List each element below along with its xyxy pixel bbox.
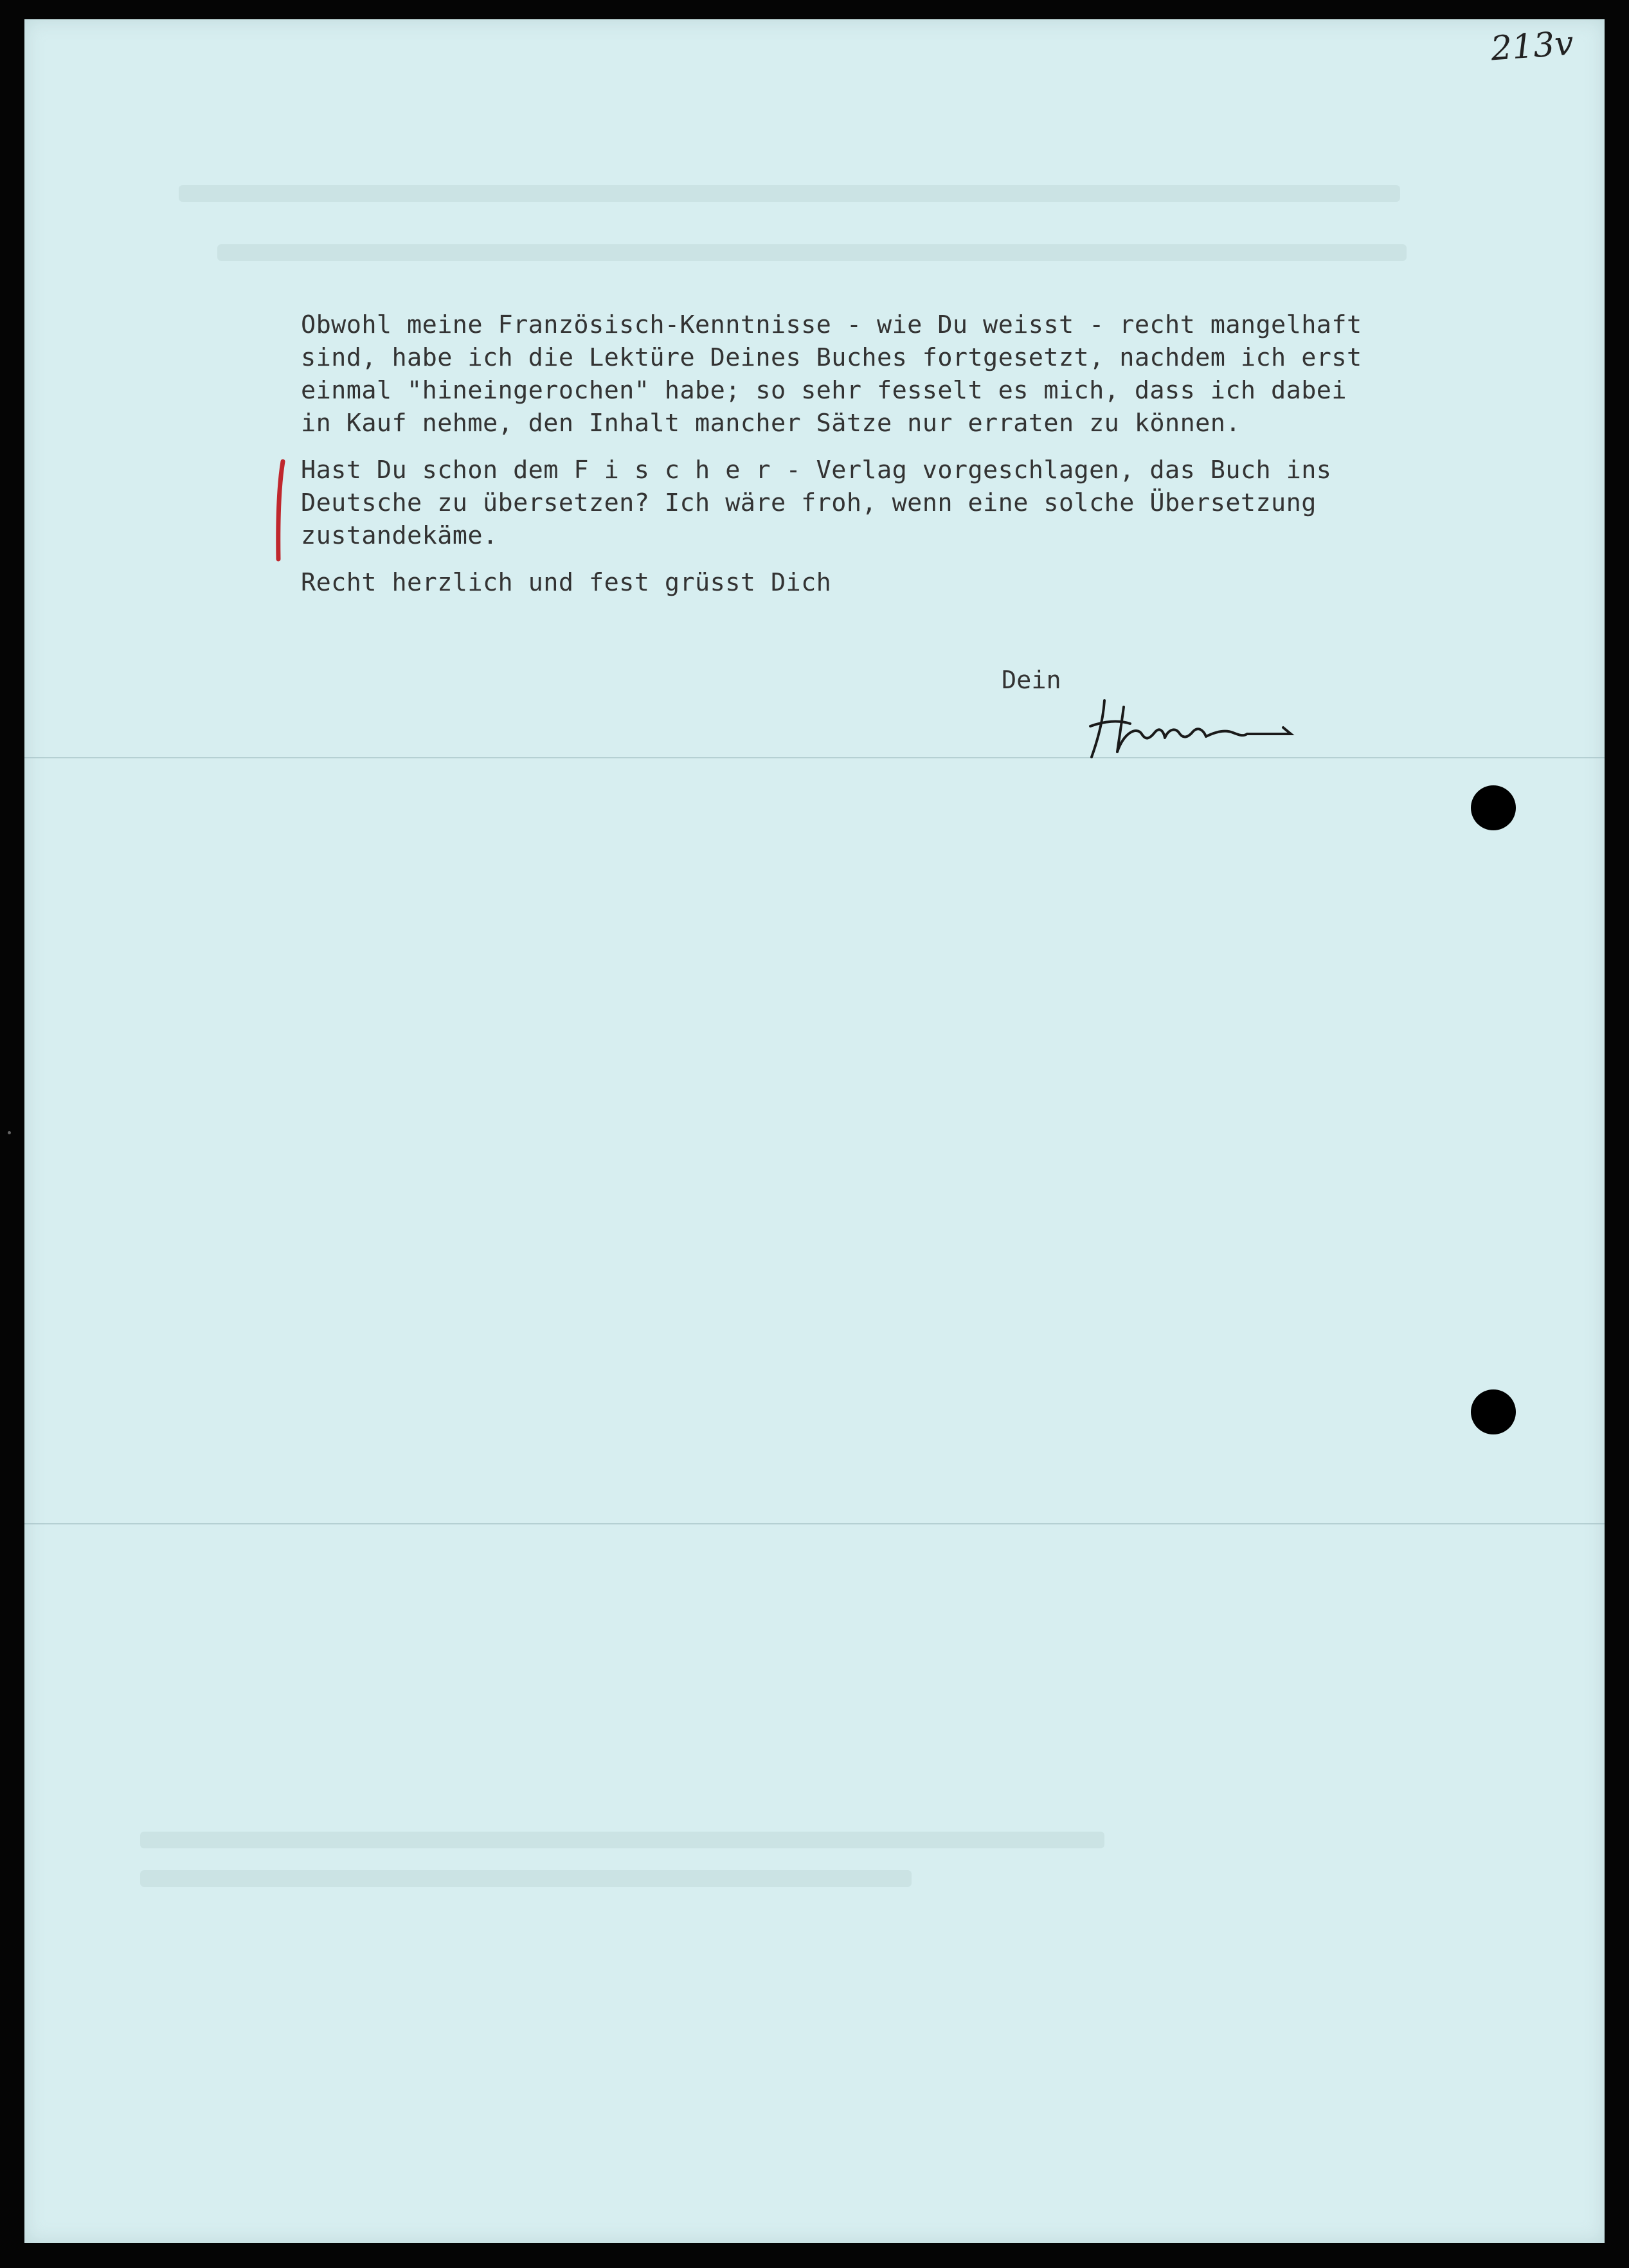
- paragraph-french-knowledge: Obwohl meine Französisch-Kenntnisse - wie Du weisst - recht mangelhaft sind, habe ich die Lektüre Deines Buches fortgesetzt, nachdem ich erst einmal "hineingerochen" habe; so sehr fesselt es mich, dass ich dabei in Kauf nehme, den Inhalt mancher Sätze nur erraten zu können.: [301, 310, 1362, 438]
- folio-number: 213v: [1490, 24, 1575, 69]
- closing-word: Dein: [1002, 666, 1061, 695]
- show-through-line: [217, 244, 1407, 261]
- paragraph-greeting: Recht herzlich und fest grüsst Dich: [301, 568, 832, 597]
- show-through-line: [140, 1870, 912, 1887]
- red-margin-mark: [269, 459, 292, 562]
- fold-line-lower: [24, 1523, 1605, 1524]
- scan-speck: [8, 1131, 11, 1134]
- paragraph-translation-question: Hast Du schon dem F i s c h e r - Verlag vorgeschlagen, das Buch ins Deutsche zu übersetzen? Ich wäre froh, wenn eine solche Übersetzung zustandekäme.: [301, 456, 1332, 550]
- fold-line-upper: [24, 757, 1605, 758]
- show-through-line: [179, 185, 1400, 202]
- handwritten-signature: [1079, 681, 1297, 765]
- letter-body: [301, 308, 1458, 613]
- punch-hole: [1471, 785, 1516, 830]
- letter-sheet: [24, 19, 1605, 2243]
- punch-hole: [1471, 1389, 1516, 1434]
- show-through-line: [140, 1832, 1104, 1848]
